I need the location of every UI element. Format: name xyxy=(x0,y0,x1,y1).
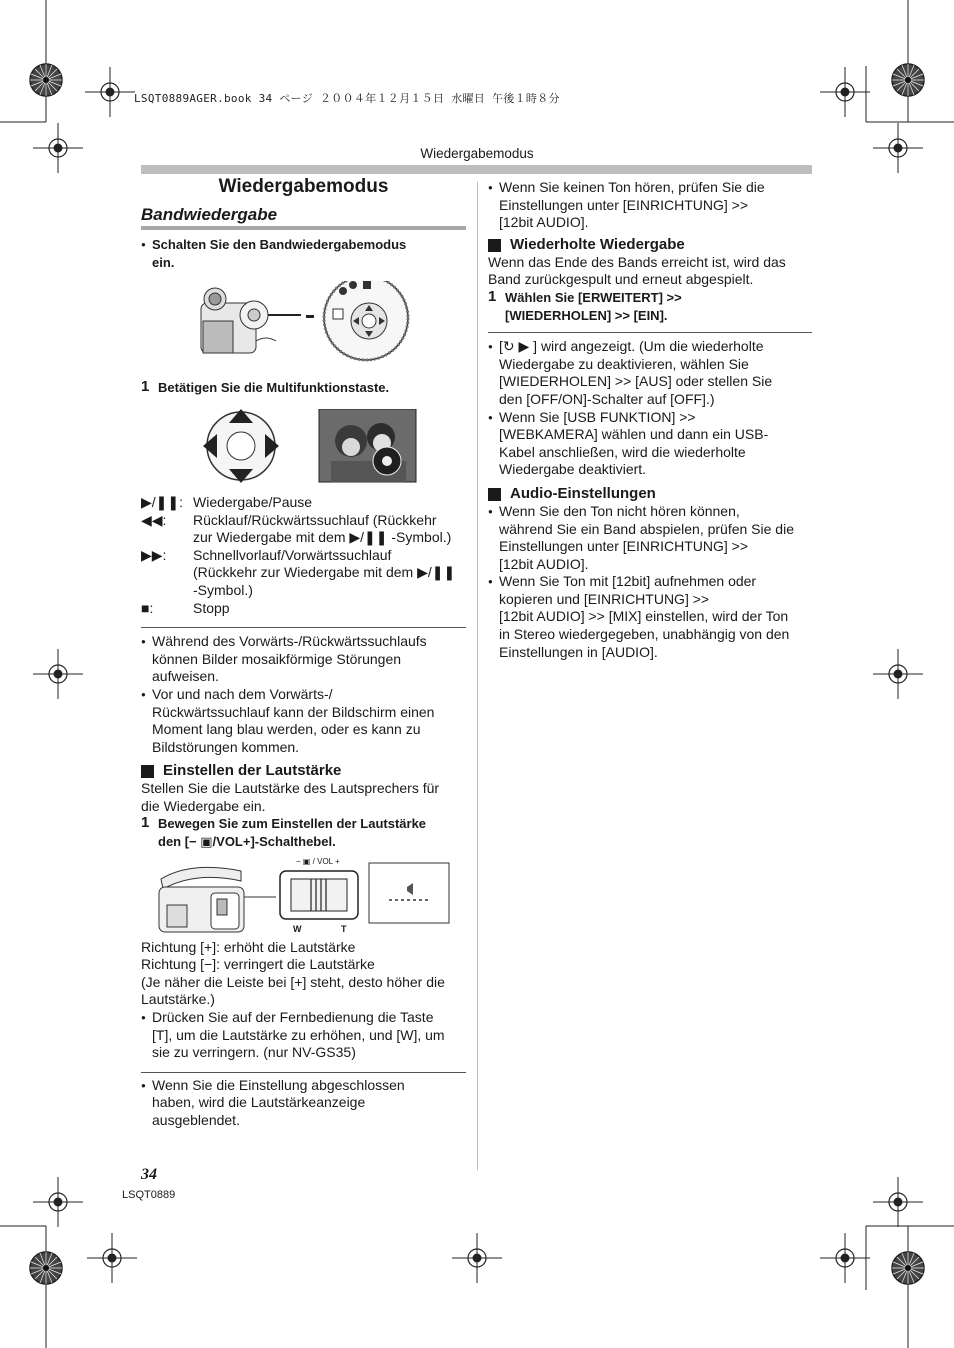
step-1-multifunction xyxy=(141,379,466,397)
note-line: ● [↻ ▶ ] wird angezeigt. (Um die wiederholte xyxy=(499,338,764,355)
note-line: Wiedergabe zu deaktivieren, wählen Sie xyxy=(499,355,749,372)
end-note xyxy=(141,1077,466,1130)
control-stop xyxy=(141,600,466,618)
joystick-playback-illustration xyxy=(141,409,466,489)
control-desc: Schnellvorlauf/Vorwärtssuchlauf xyxy=(193,546,392,563)
note-line: ● Während des Vorwärts-/Rückwärtssuchlaufs xyxy=(152,633,427,650)
note-line: ● Drücken Sie auf der Fernbedienung die Taste xyxy=(152,1009,434,1026)
note-line: aufweisen. xyxy=(152,668,219,685)
control-definitions xyxy=(141,494,466,617)
note-line: ● Wenn Sie keinen Ton hören, prüfen Sie die xyxy=(499,179,765,195)
note-item xyxy=(488,573,812,661)
body-line: Wenn das Ende des Bands erreicht ist, wird das xyxy=(488,253,786,270)
note-line: Moment lang blau werden, oder es kann zu xyxy=(152,721,421,738)
step-number: 1 xyxy=(488,287,497,305)
note-line: ausgeblendet. xyxy=(152,1112,240,1128)
note-line: Kabel anschließen, wird die wiederholte xyxy=(499,443,746,460)
section-subtitle: Bandwiedergabe xyxy=(141,204,278,224)
body-line: die Wiedergabe ein. xyxy=(141,797,266,814)
search-notes xyxy=(141,633,466,756)
control-desc: Wiedergabe/Pause xyxy=(193,493,313,510)
section-square-icon xyxy=(141,765,154,778)
control-desc: zur Wiedergabe mit dem ▶/❚❚ -Symbol.) xyxy=(193,529,452,546)
step-text: [WIEDERHOLEN] >> [EIN]. xyxy=(505,307,668,323)
note-item xyxy=(488,503,812,573)
step-text: Betätigen Sie die Multifunktionstaste. xyxy=(158,380,390,396)
control-desc: -Symbol.) xyxy=(193,581,253,598)
volume-intro xyxy=(141,780,466,815)
body-line: Richtung [+]: erhöht die Lautstärke xyxy=(141,938,356,955)
header-bar xyxy=(141,165,812,174)
step-1-volume xyxy=(141,815,466,850)
left-column xyxy=(141,178,466,1130)
control-key: ▶▶: xyxy=(141,546,167,563)
note-line: Wiedergabe deaktiviert. xyxy=(499,461,647,478)
note-line: Bildstörungen kommen. xyxy=(152,738,300,755)
control-play-pause xyxy=(141,494,466,512)
note-line: in Stereo wiedergegeben, unabhängig von den xyxy=(499,626,790,643)
note-line: können Bilder mosaikförmige Störungen xyxy=(152,650,402,667)
note-line: [12bit AUDIO]. xyxy=(499,555,589,572)
step-text: den [− ▣/VOL+]-Schalthebel. xyxy=(158,834,336,850)
control-desc: Rücklauf/Rückwärtssuchlauf (Rückkehr xyxy=(193,511,437,528)
section-square-icon xyxy=(488,239,501,252)
control-desc: (Rückkehr zur Wiedergabe mit dem ▶/❚❚ xyxy=(193,564,456,581)
step-text: Bewegen Sie zum Einstellen der Lautstärke xyxy=(158,816,427,832)
body-line: Lautstärke.) xyxy=(141,991,215,1008)
divider xyxy=(488,332,812,333)
note-line: ● Wenn Sie die Einstellung abgeschlossen xyxy=(152,1076,405,1093)
step-1-repeat xyxy=(488,289,812,324)
control-key: ▶/❚❚: xyxy=(141,493,184,510)
lever-w-label: W xyxy=(293,923,302,934)
body-line: Richtung [−]: verringert die Lautstärke xyxy=(141,956,375,973)
control-rewind xyxy=(141,512,466,547)
note-item xyxy=(141,633,466,686)
note-line: [WIEDERHOLEN] >> [AUS] oder stellen Sie xyxy=(499,373,773,390)
note-line: haben, wird die Lautstärkeanzeige xyxy=(152,1094,366,1111)
note-line: ● Wenn Sie [USB FUNKTION] >> xyxy=(499,408,696,425)
repeat-intro xyxy=(488,254,812,289)
note-line: [12bit AUDIO]. xyxy=(499,214,589,231)
note-line: Einstellungen in [AUDIO]. xyxy=(499,643,658,660)
note-line: sie zu verringern. (nur NV-GS35) xyxy=(152,1044,356,1061)
note-line: ● Wenn Sie den Ton nicht hören können, xyxy=(499,502,740,519)
section-heading-text: Audio-Einstellungen xyxy=(510,484,656,502)
note-line: den [OFF/ON]-Schalter auf [OFF].) xyxy=(499,390,715,407)
running-header: Wiedergabemodus xyxy=(420,146,534,161)
body-line: Stellen Sie die Lautstärke des Lautsprechers für xyxy=(141,780,440,797)
remote-note xyxy=(141,1009,466,1062)
note-line: [WEBKAMERA] wählen und dann ein USB- xyxy=(499,426,769,443)
audio-section-heading xyxy=(488,485,812,503)
note-item xyxy=(141,686,466,756)
note-line: ● Wenn Sie Ton mit [12bit] aufnehmen oder xyxy=(499,573,757,590)
volume-direction-text xyxy=(141,939,466,1009)
note-line: [12bit AUDIO] >> [MIX] einstellen, wird der Ton xyxy=(499,608,789,625)
document-code: LSQT0889 xyxy=(122,1189,176,1201)
step-text: Wählen Sie [ERWEITERT] >> xyxy=(505,289,682,305)
page-number: 34 xyxy=(141,1166,157,1183)
note-line: kopieren und [EINRICHTUNG] >> xyxy=(499,590,710,607)
body-line: (Je näher die Leiste bei [+] steht, desto höher die xyxy=(141,973,445,990)
no-sound-note xyxy=(488,179,812,232)
note-line: [T], um die Lautstärke zu erhöhen, und [W], um xyxy=(152,1026,445,1043)
lever-label: − ▣ / VOL + xyxy=(296,856,340,866)
note-line: ● Vor und nach dem Vorwärts-/ xyxy=(152,685,333,702)
step-number: 1 xyxy=(141,378,150,396)
intro-line: ein. xyxy=(152,254,175,270)
intro-instruction xyxy=(141,236,466,271)
lever-t-label: T xyxy=(341,923,347,934)
section-square-icon xyxy=(488,488,501,501)
control-desc: Stopp xyxy=(193,599,230,616)
note-line: Einstellungen unter [EINRICHTUNG] >> xyxy=(499,196,748,213)
subtitle-rule xyxy=(141,226,466,230)
print-info-line: LSQT0889AGER.book 34 ページ ２００４年１２月１５日 水曜日 午後１時８分 xyxy=(134,92,560,105)
section-heading-text: Einstellen der Lautstärke xyxy=(163,762,342,780)
volume-lever-illustration xyxy=(141,857,466,935)
camera-mode-dial-illustration xyxy=(141,281,466,371)
note-item xyxy=(488,409,812,479)
intro-line: ● Schalten Sie den Bandwiedergabemodus xyxy=(152,237,407,253)
repeat-notes xyxy=(488,338,812,479)
divider xyxy=(141,1072,466,1073)
right-column xyxy=(488,179,812,661)
control-key: ■: xyxy=(141,599,154,616)
control-key: ◀◀: xyxy=(141,511,167,528)
note-line: während Sie ein Band abspielen, prüfen Sie die xyxy=(499,520,794,537)
repeat-section-heading xyxy=(488,236,812,254)
body-line: Band zurückgespult und erneut abgespielt. xyxy=(488,271,754,288)
page-title: Wiedergabemodus xyxy=(218,176,389,197)
note-line: Rückwärtssuchlauf kann der Bildschirm einen xyxy=(152,703,435,720)
step-number: 1 xyxy=(141,814,150,832)
audio-notes xyxy=(488,503,812,661)
section-heading-text: Wiederholte Wiedergabe xyxy=(510,235,685,253)
column-separator xyxy=(477,182,478,1170)
volume-section-heading xyxy=(141,762,466,780)
note-item xyxy=(488,338,812,408)
divider xyxy=(141,627,466,628)
control-fast-forward xyxy=(141,547,466,600)
note-line: Einstellungen unter [EINRICHTUNG] >> xyxy=(499,538,748,555)
